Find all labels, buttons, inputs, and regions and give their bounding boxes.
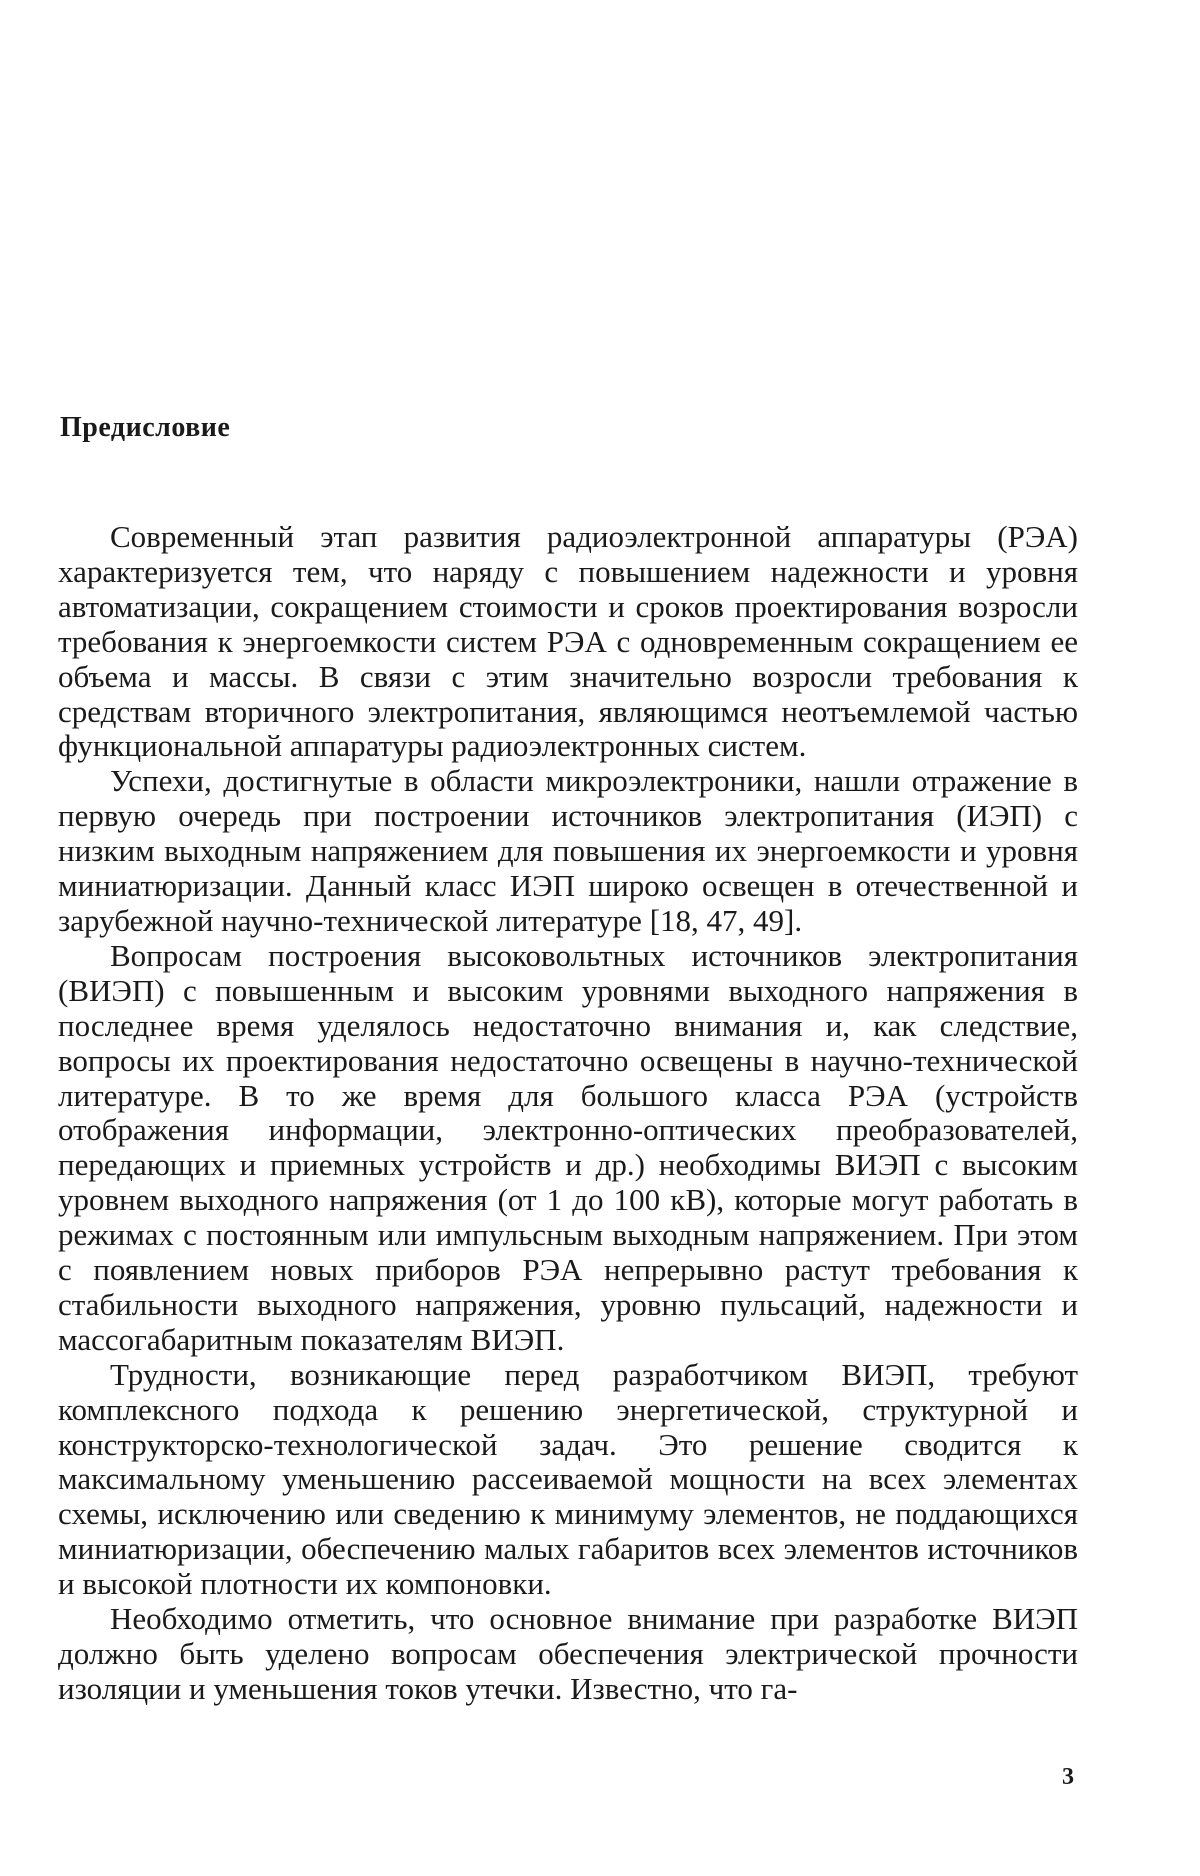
paragraph: Вопросам построения высоковольтных источников электропитания (ВИЭП) с повышенным и высоким уровнями выходного напряжения в последнее время уделялось недостаточно внимания и, как следствие, вопросы их проектирования недостаточно освещены в научно-технической литературе. В то же время для большого класса РЭА (устройств отображения информации, электронно-оптических преобразователей, передающих и приемных устройств и др.) необходимы ВИЭП с высоким уровнем выходного напряжения (от 1 до 100 кВ), которые могут работать в режимах с постоянным или импульсным выходным напряжением. При этом с появлением новых приборов РЭА непрерывно растут требования к стабильности выходного напряжения, уровню пульсаций, надежности и массогабаритным показателям ВИЭП. [58,937,1078,1357]
paragraph: Успехи, достигнутые в области микроэлектроники, нашли отражение в первую очередь при построении источников электропитания (ИЭП) с низким выходным напряжением для повышения их энергоемкости и уровня миниатюризации. Данный класс ИЭП широко освещен в отечественной и зарубежной научно-технической литературе [18, 47, 49]. [58,763,1078,938]
paragraph: Трудности, возникающие перед разработчиком ВИЭП, требуют комплексного подхода к решению энергетической, структурной и конструкторско-технологической задач. Это решение сводится к максимальному уменьшению рассеиваемой мощности на всех элементах схемы, исключению или сведению к минимуму элементов, не поддающихся миниатюризации, обеспечению малых габаритов всех элементов источников и высокой плотности их компоновки. [58,1356,1078,1602]
paragraph: Необходимо отметить, что основное внимание при разработке ВИЭП должно быть уделено вопросам обеспечения электрической прочности изоляции и уменьшения токов утечки. Известно, что га- [58,1601,1078,1706]
page-heading: Предисловие [60,412,231,443]
page-number: 3 [1062,1764,1074,1790]
paragraph: Современный этап развития радиоэлектронной аппаратуры (РЭА) характеризуется тем, что наряду с повышением надежности и уровня автоматизации, сокращением стоимости и сроков проектирования возросли требования к энергоемкости систем РЭА с одновременным сокращением ее объема и массы. В связи с этим значительно возросли требования к средствам вторичного электропитания, являющимся неотъемлемой частью функциональной аппаратуры радиоэлектронных систем. [58,519,1078,764]
body-text [58,520,1078,1707]
